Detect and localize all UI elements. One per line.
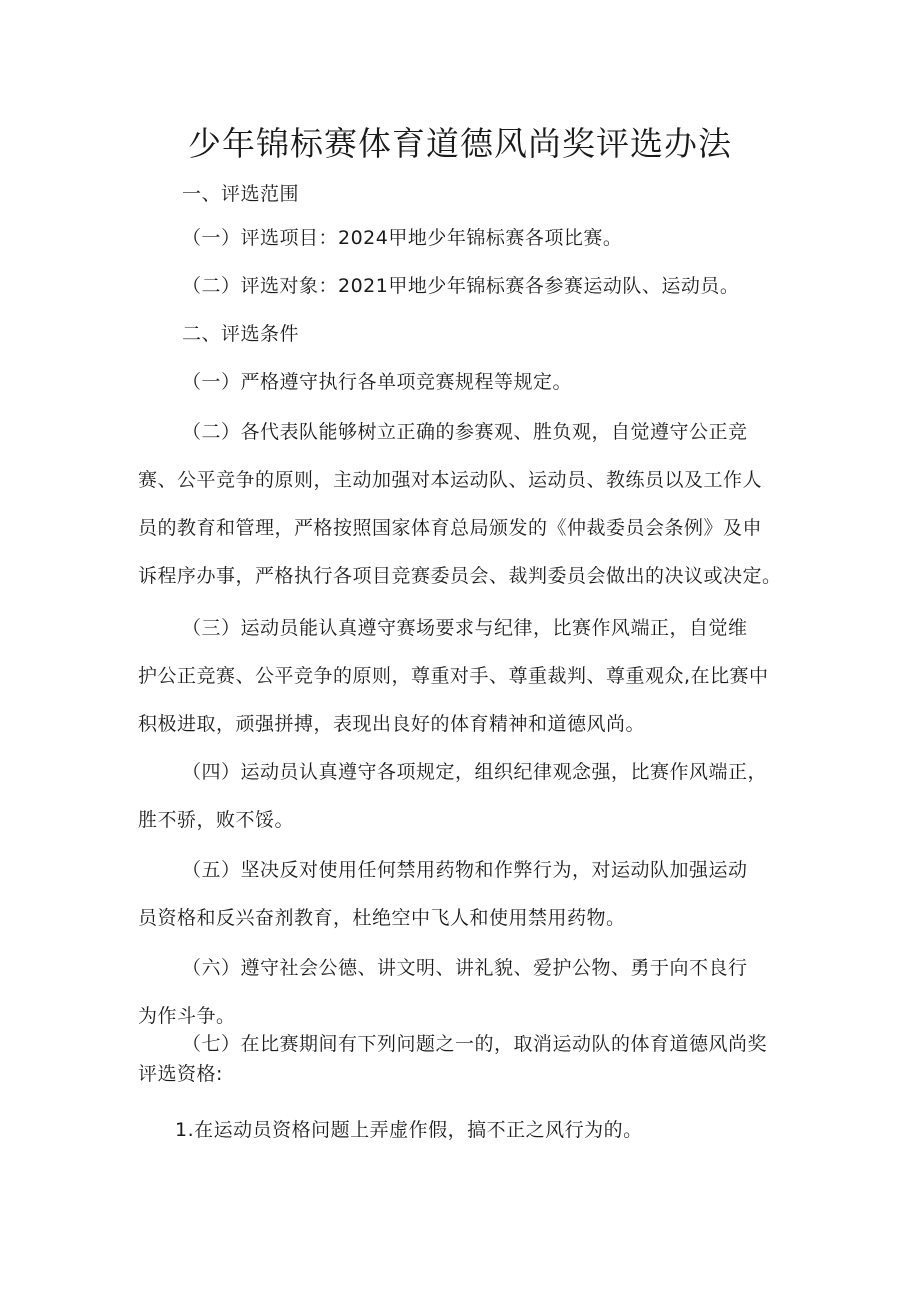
paragraph-line: 胜不骄，败不馁。	[138, 809, 295, 831]
paragraph: （一）严格遵守执行各单项竞赛规程等规定。	[182, 371, 573, 393]
document-title: 少年锦标赛体育道德风尚奖评选办法	[188, 124, 732, 163]
paragraph: （一）评选项目：2024甲地少年锦标赛各项比赛。	[182, 227, 623, 249]
paragraph-line: （三）运动员能认真遵守赛场要求与纪律，比赛作风端正，自觉维	[182, 617, 748, 639]
paragraph-line: 诉程序办事，严格执行各项目竞赛委员会、裁判委员会做出的决议或决定。	[138, 565, 782, 587]
paragraph-line: 赛、公平竞争的原则，主动加强对本运动队、运动员、教练员以及工作人	[138, 469, 763, 491]
section-heading: 一、评选范围	[182, 183, 300, 205]
paragraph-line: （二）各代表队能够树立正确的参赛观、胜负观，自觉遵守公正竞	[182, 421, 748, 443]
list-item: 1.在运动员资格问题上弄虚作假，搞不正之风行为的。	[175, 1119, 643, 1141]
paragraph-line: 评选资格:	[138, 1063, 223, 1085]
paragraph-line: 员的教育和管理，严格按照国家体育总局颁发的《仲裁委员会条例》及申	[138, 517, 763, 539]
paragraph-line: 为作斗争。	[138, 1005, 236, 1027]
paragraph-line: 护公正竞赛、公平竞争的原则，尊重对手、尊重裁判、尊重观众,在比赛中	[138, 665, 769, 687]
paragraph-line: 积极进取，顽强拼搏，表现出良好的体育精神和道德风尚。	[138, 713, 646, 735]
paragraph-line: （四）运动员认真遵守各项规定，组织纪律观念强，比赛作风端正，	[182, 761, 768, 783]
paragraph: （二）评选对象：2021甲地少年锦标赛各参赛运动队、运动员。	[182, 275, 740, 297]
paragraph-line: 员资格和反兴奋剂教育，杜绝空中飞人和使用禁用药物。	[138, 907, 626, 929]
paragraph-line: （六）遵守社会公德、讲文明、讲礼貌、爱护公物、勇于向不良行	[182, 957, 748, 979]
section-heading: 二、评选条件	[182, 323, 300, 345]
paragraph-line: （七）在比赛期间有下列问题之一的，取消运动队的体育道德风尚奖	[182, 1033, 768, 1055]
paragraph-line: （五）坚决反对使用任何禁用药物和作弊行为，对运动队加强运动	[182, 859, 748, 881]
